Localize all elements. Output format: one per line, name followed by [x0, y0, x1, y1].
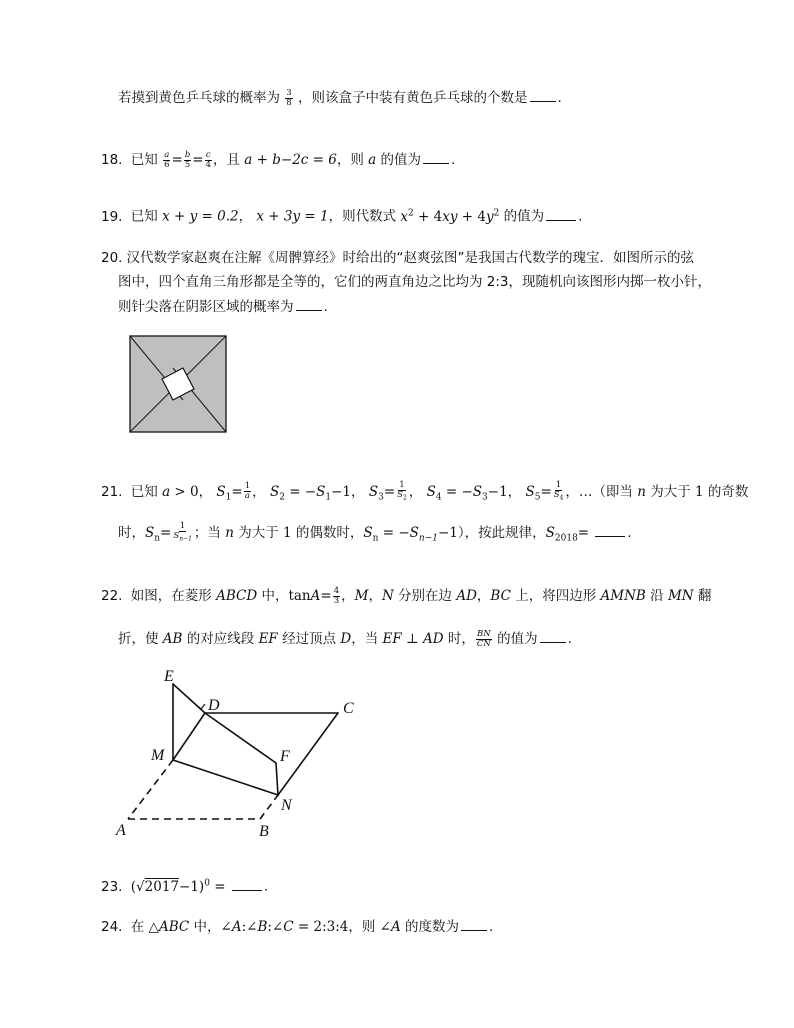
label-B: B [259, 823, 269, 840]
answer-blank [461, 918, 487, 931]
label-D: D [208, 697, 220, 714]
segment-MA-dashed [128, 760, 173, 819]
q17-line: 若摸到黄色乒乓球的概率为 $\frac{3}{8}$ ，则该盒子中装有黄色乒乓球的个数是 . [118, 87, 562, 108]
fraction-bn-cn: $\frac{BN}{CN}$ [476, 628, 491, 649]
zhao-shuang-diagram [129, 335, 227, 433]
question-19: 19. 已知 x + y = 0.2， x + 3y = 1，则代数式 $x^2 + 4xy + 4y^2$ 的值为 . [101, 208, 583, 225]
label-N: N [281, 797, 292, 814]
answer-blank [423, 151, 449, 164]
right-angle-mark [196, 704, 205, 709]
answer-blank [595, 524, 625, 537]
fraction: $\frac{1}{a}$ [244, 481, 251, 502]
segment-FN [276, 763, 278, 795]
label-C: C [343, 700, 354, 717]
fraction: $\frac{1}{S_{n-1}}$ [173, 521, 192, 543]
answer-blank [546, 208, 576, 221]
segment-DF [205, 713, 276, 763]
question-20-line-1: 20. 汉代数学家赵爽在注解《周髀算经》时给出的“赵爽弦图”是我国古代数学的瑰宝．如图所示的弦 [101, 250, 694, 266]
question-23: 23. $(√2017-1)^0$ = . [101, 878, 269, 895]
fraction: $\frac{4}{3}$ [333, 585, 340, 606]
segment-BN-dashed [260, 795, 278, 819]
question-21-line-1: 21. 已知 a > 0， $S_1=$ $\frac{1}{a}$ ， $S_2 = -S_1-1$， $S_3=$ $\frac{1}{S_2}$ ， $S_4 = -S_3-1$， $S_5=$ $\frac{1}{S_4}$ ，…（即当 n 为大于 1 的奇数 [101, 480, 749, 503]
question-18: 18. 已知 $\frac{a}{6}$ = $\frac{b}{5}$ = $\frac{c}{4}$ ，且 a + b−2c = 6，则 a 的值为 . [101, 149, 456, 170]
fraction-3-8: $\frac{3}{8}$ [286, 87, 292, 108]
q17-text: 若摸到黄色乒乓球的概率为 [118, 90, 280, 106]
q17-text: ，则该盒子中装有黄色乒乓球的个数是 [298, 90, 528, 106]
answer-blank [530, 89, 556, 102]
fraction: $\frac{1}{S_2}$ [397, 480, 407, 502]
label-E: E [164, 668, 174, 685]
equation: a + b−2c = 6 [244, 152, 337, 168]
label-M: M [151, 747, 165, 764]
label-A: A [116, 822, 126, 839]
fraction: $\frac{1}{S_4}$ [553, 480, 564, 502]
segment-MN [173, 760, 278, 795]
question-24: 24. 在 △ABC 中，∠A:∠B:∠C = 2:3:4，则 ∠A 的度数为 . [101, 919, 494, 935]
answer-blank [232, 878, 262, 891]
question-20-line-3: 则针尖落在阴影区域的概率为 . [118, 299, 328, 315]
answer-blank [296, 298, 322, 311]
question-22-line-1: 22. 如图，在菱形 ABCD 中，tanA= $\frac{4}{3}$ ，M，N 分别在边 AD，BC 上，将四边形 AMNB 沿 MN 翻 [101, 585, 712, 606]
rhombus-fold-diagram [110, 665, 370, 845]
expression: $(√2017-1)^0$ = [130, 878, 226, 895]
fraction-a-6: $\frac{a}{6}$ [164, 149, 170, 170]
fraction-c-4: $\frac{c}{4}$ [205, 149, 211, 170]
fraction-b-5: $\frac{b}{5}$ [184, 149, 191, 170]
segment-MD [173, 713, 205, 760]
label-F: F [280, 748, 290, 765]
answer-blank [540, 630, 566, 643]
question-22-line-2: 折，使 AB 的对应线段 EF 经过顶点 D，当 EF ⊥ AD 时， $\frac{BN}{CN}$ 的值为 . [118, 628, 572, 649]
question-20-line-2: 图中，四个直角三角形都是全等的，它们的两直角边之比均为 2:3，现随机向该图形内掷一枚小针， [118, 274, 712, 290]
question-21-line-2: 时，$S_n=$ $\frac{1}{S_{n-1}}$ ；当 n 为大于 1 的偶数时，$S_n = -S_{n-1}-1$），按此规律，$S_{2018}=$ . [118, 521, 632, 544]
